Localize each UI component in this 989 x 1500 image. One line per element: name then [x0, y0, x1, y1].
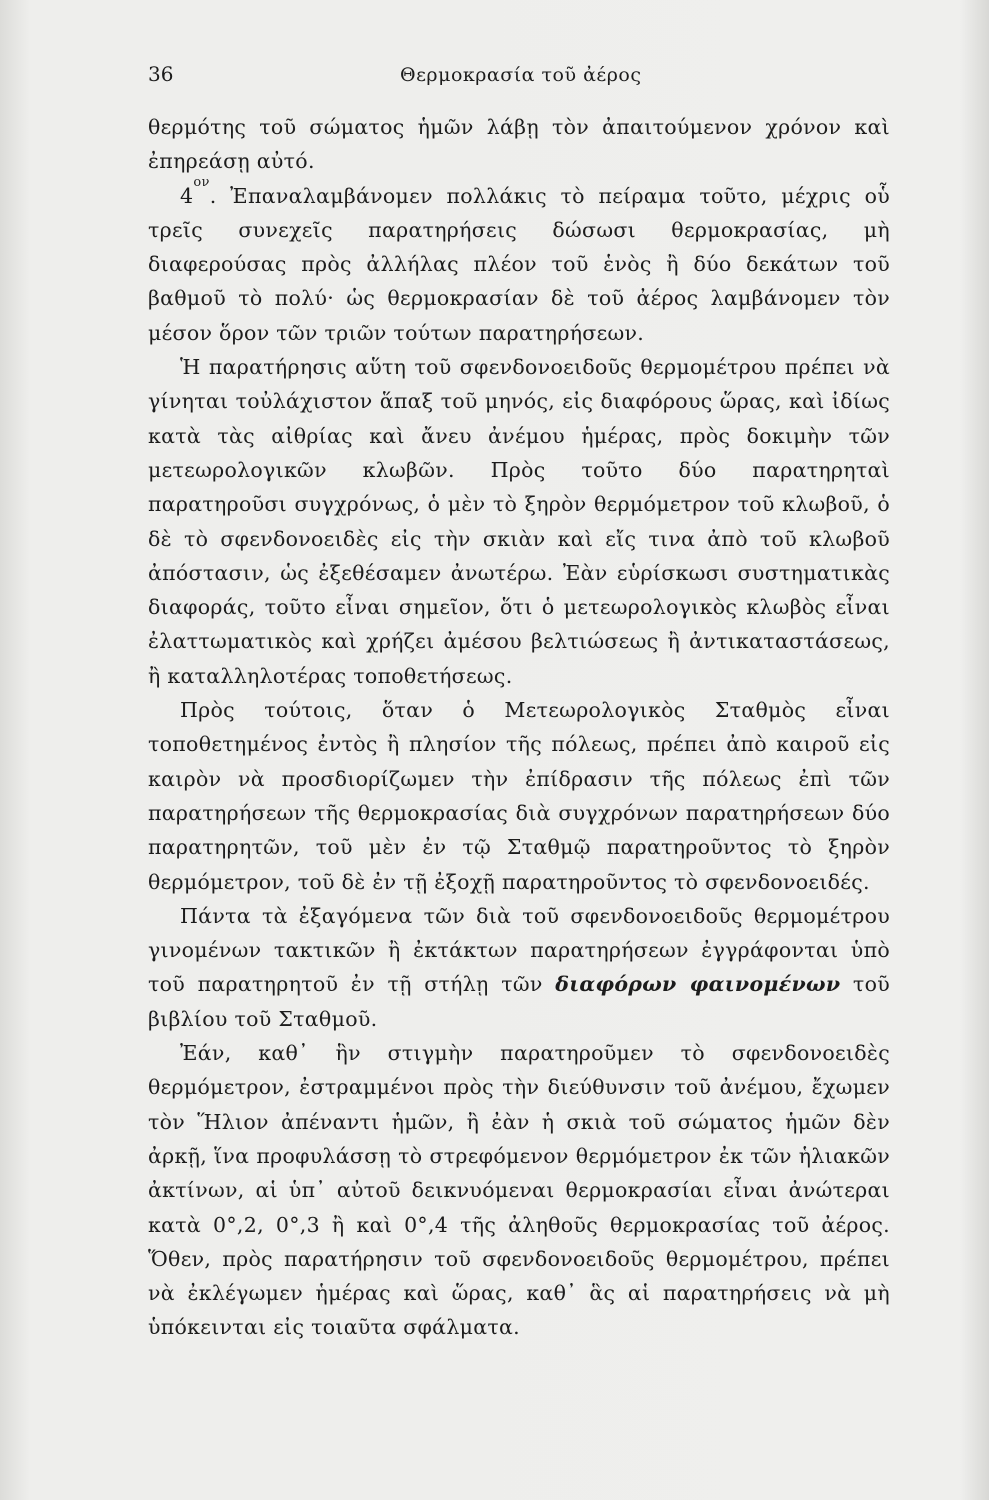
emphasized-phrase: διαφόρων φαινομένων: [555, 972, 841, 997]
body-text: [148, 110, 890, 1345]
paragraph-2: [148, 174, 890, 350]
paragraph-5-text-b: τοῦ βιβλίου τοῦ Σταθμοῦ.: [148, 972, 890, 1031]
paragraph-5-text-a: Πάντα τὰ ἐξαγόμενα τῶν διὰ τοῦ σφενδονοειδοῦς θερμομέτρου γινομένων τακτικῶν ἢ ἐκτάκτων παρατηρήσεων ἐγγράφονται ὑπὸ τοῦ παρατηρητοῦ ἐν τῇ στήλῃ τῶν: [148, 903, 890, 997]
running-title: Θερμοκρασία τοῦ ἀέρος: [400, 64, 642, 86]
paragraph-6: Ἐάν, καθ᾽ ἣν στιγμὴν παρατηροῦμεν τὸ σφενδονοειδὲς θερμόμετρον, ἐστραμμένοι πρὸς τὴν διεύθυνσιν τοῦ ἀνέμου, ἔχωμεν τὸν Ἥλιον ἀπέναντι ἡμῶν, ἢ ἐὰν ἡ σκιὰ τοῦ σώματος ἡμῶν δὲν ἀρκῇ, ἵνα προφυλάσσῃ τὸ στρεφόμενον θερμόμετρον ἐκ τῶν ἡλιακῶν ἀκτίνων, αἱ ὑπ᾽ αὐτοῦ δεικνυόμεναι θερμοκρασίαι εἶναι ἀνώτεραι κατὰ 0°,2, 0°,3 ἢ καὶ 0°,4 τῆς ἀληθοῦς θερμοκρασίας τοῦ ἀέρος. Ὅθεν, πρὸς παρατήρησιν τοῦ σφενδονοειδοῦς θερμομέτρου, πρέπει νὰ ἐκλέγωμεν ἡμέρας καὶ ὥρας, καθ᾽ ἃς αἱ παρατηρήσεις νὰ μὴ ὑπόκεινται εἰς τοιαῦτα σφάλματα.: [148, 1041, 890, 1340]
paragraph-1: θερμότης τοῦ σώματος ἡμῶν λάβῃ τὸν ἀπαιτούμενον χρόνον καὶ ἐπηρεάσῃ αὐτό.: [148, 115, 890, 174]
paragraph-3: Ἡ παρατήρησις αὕτη τοῦ σφενδονοειδοῦς θερμομέτρου πρέπει νὰ γίνηται τοὐλάχιστον ἅπαξ τοῦ μηνός, εἰς διαφόρους ὥρας, καὶ ἰδίως κατὰ τὰς αἰθρίας καὶ ἄνευ ἀνέμου ἡμέρας, πρὸς δοκιμὴν τῶν μετεωρολογικῶν κλωβῶν. Πρὸς τοῦτο δύο παρατηρηταὶ παρατηροῦσι συγχρόνως, ὁ μὲν τὸ ξηρὸν θερμόμετρον τοῦ κλωβοῦ, ὁ δὲ τὸ σφενδονοειδὲς εἰς τὴν σκιὰν καὶ εἴς τινα ἀπὸ τοῦ κλωβοῦ ἀπόστασιν, ὡς ἐξεθέσαμεν ἀνωτέρω. Ἐὰν εὑρίσκωσι συστηματικὰς διαφοράς, τοῦτο εἶναι σημεῖον, ὅτι ὁ μετεωρολογικὸς κλωβὸς εἶναι ἐλαττωματικὸς καὶ χρήζει ἀμέσου βελτιώσεως ἢ ἀντικαταστάσεως, ἢ καταλληλοτέρας τοποθετήσεως.: [148, 355, 890, 688]
paragraph-2-text: . Ἐπαναλαμβάνομεν πολλάκις τὸ πείραμα τοῦτο, μέχρις οὗ τρεῖς συνεχεῖς παρατηρήσεις δώσωσι θερμοκρασίας, μὴ διαφερούσας πρὸς ἀλλήλας πλέον τοῦ ἑνὸς ἢ δύο δεκάτων τοῦ βαθμοῦ τὸ πολύ· ὡς θερμοκρασίαν δὲ τοῦ ἀέρος λαμβάνομεν τὸν μέσον ὅρον τῶν τριῶν τούτων παρατηρήσεων.: [148, 183, 890, 345]
item-number-suffix: ον: [193, 174, 210, 190]
item-number: 4: [180, 183, 194, 208]
page-number: 36: [148, 62, 174, 86]
running-header: [148, 62, 890, 92]
paragraph-4: Πρὸς τούτοις, ὅταν ὁ Μετεωρολογικὸς Σταθμὸς εἶναι τοποθετημένος ἐντὸς ἢ πλησίον τῆς πόλεως, πρέπει ἀπὸ καιροῦ εἰς καιρὸν νὰ προσδιορίζωμεν τὴν ἐπίδρασιν τῆς πόλεως ἐπὶ τῶν παρατηρήσεων τῆς θερμοκρασίας διὰ συγχρόνων παρατηρήσεων δύο παρατηρητῶν, τοῦ μὲν ἐν τῷ Σταθμῷ παρατηροῦντος τὸ ξηρὸν θερμόμετρον, τοῦ δὲ ἐν τῇ ἐξοχῇ παρατηροῦντος τὸ σφενδονοειδές.: [148, 698, 890, 894]
paragraph-5: [148, 899, 890, 1036]
